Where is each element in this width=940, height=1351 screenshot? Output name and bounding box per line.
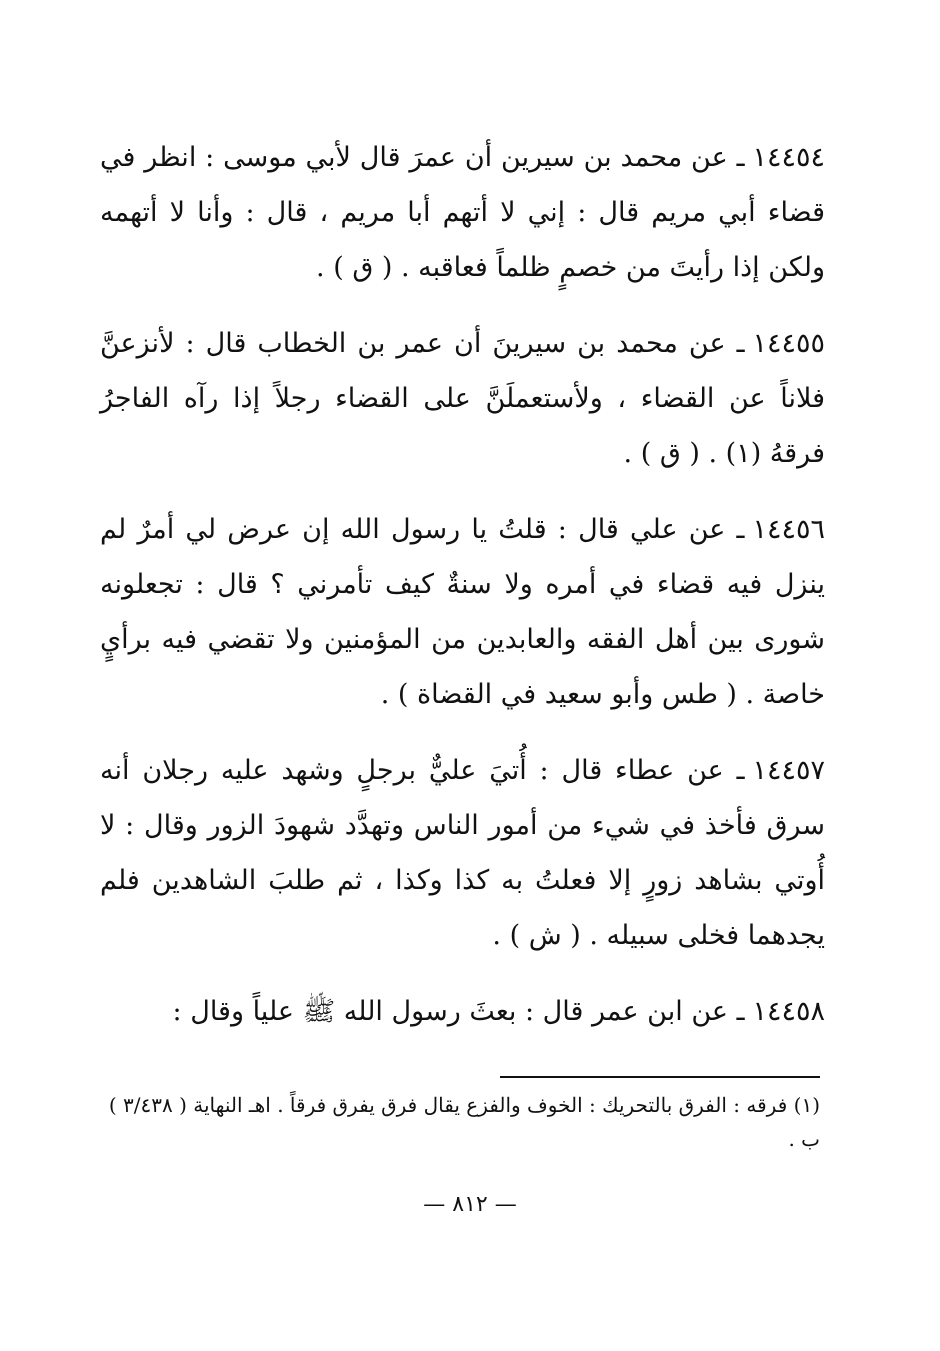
- entry-text: ـ عن عطاء قال : أُتيَ عليٌّ برجلٍ وشهد عليه رجلان أنه سرق فأخذ في شيء من أمور الناس وتهدَّد شهودَ الزور وقال : لا أُوتي بشاهد زورٍ إلا فعلتُ به كذا وكذا ، ثم طلبَ الشاهدين فلم يجدهما فخلى سبيله . ( ش ) .: [100, 755, 825, 951]
- hadith-entry-14456: [100, 502, 825, 722]
- entry-number: ١٤٤٥٦: [752, 514, 825, 545]
- entry-text: ـ عن محمد بن سيرين أن عمرَ قال لأبي موسى : انظر في قضاء أبي مريم قال : إني لا أتهم أبا مريم ، قال : وأنا لا أتهمه ولكن إذا رأيتَ من خصمٍ ظلماً فعاقبه . ( ق ) .: [100, 142, 825, 283]
- footnote: (١) فرقه : الفرق بالتحريك : الخوف والفزع يقال فرق يفرق فرقاً . اهـ النهاية ( ٣/٤٣٨ ) ب .: [108, 1093, 820, 1151]
- entry-number: ١٤٤٥٧: [752, 755, 825, 786]
- main-text: [100, 130, 825, 1060]
- page-number: — ٨١٢ —: [423, 1192, 517, 1217]
- entry-text: ـ عن ابن عمر قال : بعثَ رسول الله ﷺ علياً وقال :: [172, 996, 745, 1027]
- entry-number: ١٤٤٥٨: [752, 996, 825, 1027]
- hadith-entry-14458: [100, 984, 825, 1039]
- hadith-entry-14455: [100, 316, 825, 481]
- entry-text: ـ عن محمد بن سيرينَ أن عمر بن الخطاب قال : لأنزعنَّ فلاناً عن القضاء ، ولأستعملَنَّ على القضاء رجلاً إذا رآه الفاجرُ فرقهُ (١) . ( ق ) .: [100, 328, 825, 469]
- hadith-entry-14457: [100, 743, 825, 963]
- footnote-divider: [500, 1076, 820, 1078]
- entry-number: ١٤٤٥٥: [752, 328, 825, 359]
- entry-number: ١٤٤٥٤: [752, 142, 825, 173]
- entry-text: ـ عن علي قال : قلتُ يا رسول الله إن عرض لي أمرٌ لم ينزل فيه قضاء في أمره ولا سنةٌ كيف تأمرني ؟ قال : تجعلونه شورى بين أهل الفقه والعابدين من المؤمنين ولا تقضي فيه برأيٍ خاصة . ( طس وأبو سعيد في القضاة ) .: [100, 514, 825, 710]
- hadith-entry-14454: [100, 130, 825, 295]
